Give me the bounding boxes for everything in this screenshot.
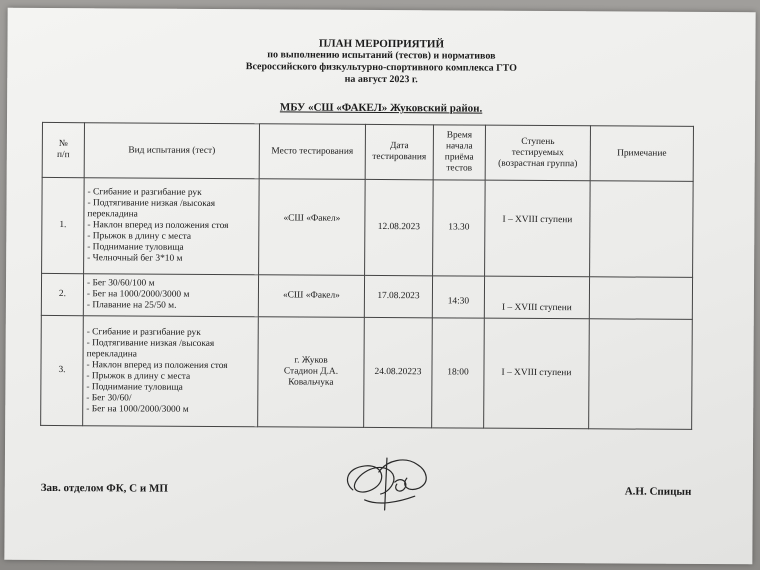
test-item: - Бег 30/60/ xyxy=(86,392,132,403)
test-item: - Поднимание туловища xyxy=(86,381,183,393)
test-item: перекладина xyxy=(87,209,138,220)
test-item: - Бег на 1000/2000/3000 м xyxy=(86,403,189,415)
header-line-2: по выполнению испытаний (тестов) и нормативов xyxy=(267,49,496,62)
row-date: 12.08.2023 xyxy=(365,179,434,275)
test-item: - Наклон вперед из положения стоя xyxy=(86,359,228,371)
col-header-test-type xyxy=(84,123,259,179)
col-stage-line-2: тестируемых xyxy=(511,147,564,158)
col-header-place xyxy=(259,124,365,180)
test-item: - Подтягивание низкая /высокая xyxy=(86,337,215,349)
signature xyxy=(335,452,445,515)
place-line: Ковальчука xyxy=(288,377,334,388)
test-item: - Плавание на 25/50 м. xyxy=(86,300,177,311)
place-line: «СШ «Факел» xyxy=(283,213,341,224)
col-time-line-3: приёма xyxy=(444,152,474,163)
col-date-line-1: Дата xyxy=(389,141,409,152)
row-date: 24.08.20223 xyxy=(364,317,433,427)
test-item: - Сгибание и разгибание рук xyxy=(86,326,201,338)
place-line: Стадион Д.А. xyxy=(283,366,339,377)
col-time-line-2: начала xyxy=(446,141,473,152)
col-time-line-1: Время xyxy=(446,130,473,141)
col-stage-line-1: Ступень xyxy=(521,136,555,147)
row-tests xyxy=(83,316,259,427)
row-note xyxy=(589,319,693,430)
document-sheet xyxy=(4,8,755,565)
row-place xyxy=(258,275,364,318)
test-item: - Бег на 1000/2000/3000 м xyxy=(86,289,190,300)
table-header-row xyxy=(42,122,693,181)
col-stage-line-3: (возрастная группа) xyxy=(498,158,578,169)
header-title: ПЛАН МЕРОПРИЯТИЙ xyxy=(318,37,445,51)
row-stage xyxy=(485,180,591,277)
test-item: - Прыжок в длину с места xyxy=(86,370,191,382)
row-stage xyxy=(484,276,589,319)
row-place xyxy=(259,179,366,276)
col-place-label: Место тестирования xyxy=(271,145,354,157)
col-test-type-label: Вид испытания (тест) xyxy=(128,144,216,156)
footer-position: Зав. отделом ФК, С и МП xyxy=(40,481,168,495)
row-number: 3. xyxy=(41,315,84,425)
col-header-date xyxy=(365,124,433,179)
table-row xyxy=(41,315,693,429)
col-num-line-1: № xyxy=(58,139,68,150)
stage-text: I – XVIII ступени xyxy=(501,367,572,379)
col-header-num xyxy=(42,122,84,177)
place-line: «СШ «Факел» xyxy=(282,290,340,301)
row-number: 1. xyxy=(42,177,85,273)
row-stage xyxy=(484,318,590,429)
row-number: 2. xyxy=(41,273,83,315)
document-header xyxy=(7,36,755,89)
table-row xyxy=(42,177,694,277)
header-line-4: на август 2023 г. xyxy=(344,73,418,86)
test-item: - Прыжок в длину с места xyxy=(87,231,192,242)
row-tests xyxy=(83,274,258,317)
row-time: 13.30 xyxy=(433,180,486,276)
test-item: - Челночный бег 3*10 м xyxy=(87,253,183,264)
test-item: - Наклон вперед из положения стоя xyxy=(87,220,229,232)
organization-name: МБУ «СШ «ФАКЕЛ» Жуковский район. xyxy=(279,101,483,115)
row-time xyxy=(432,276,484,318)
stage-text: I – XVIII ступени xyxy=(502,214,573,226)
row-date: 17.08.2023 xyxy=(364,275,432,317)
row-place xyxy=(258,317,365,428)
col-time-line-4: тестов xyxy=(446,163,473,174)
header-line-3: Всероссийского физкультурно-спортивного комплекса ГТО xyxy=(245,61,517,74)
col-note-label: Примечание xyxy=(617,147,667,159)
place-line: г. Жуков xyxy=(294,355,328,366)
row-note xyxy=(589,277,692,320)
test-item: - Сгибание и разгибание рук xyxy=(87,187,202,198)
time-text: 14:30 xyxy=(447,295,470,307)
table-row xyxy=(41,273,692,319)
footer-name: А.Н. Спицын xyxy=(624,485,692,498)
col-header-time xyxy=(433,125,485,180)
test-item: перекладина xyxy=(86,348,138,360)
row-time: 18:00 xyxy=(432,318,485,428)
col-num-line-2: п/п xyxy=(56,150,70,161)
col-header-note xyxy=(590,126,693,182)
col-header-stage xyxy=(485,125,590,181)
test-item: - Бег 30/60/100 м xyxy=(86,278,155,289)
events-table xyxy=(40,122,694,430)
test-item: - Подтягивание низкая /высокая xyxy=(87,198,216,209)
col-date-line-2: тестирования xyxy=(372,151,427,163)
test-item: - Поднимание туловища xyxy=(87,242,184,253)
organization-line xyxy=(7,100,755,117)
stage-text: I – XVIII ступени xyxy=(501,302,572,314)
row-note xyxy=(590,181,694,278)
row-tests xyxy=(84,178,260,275)
